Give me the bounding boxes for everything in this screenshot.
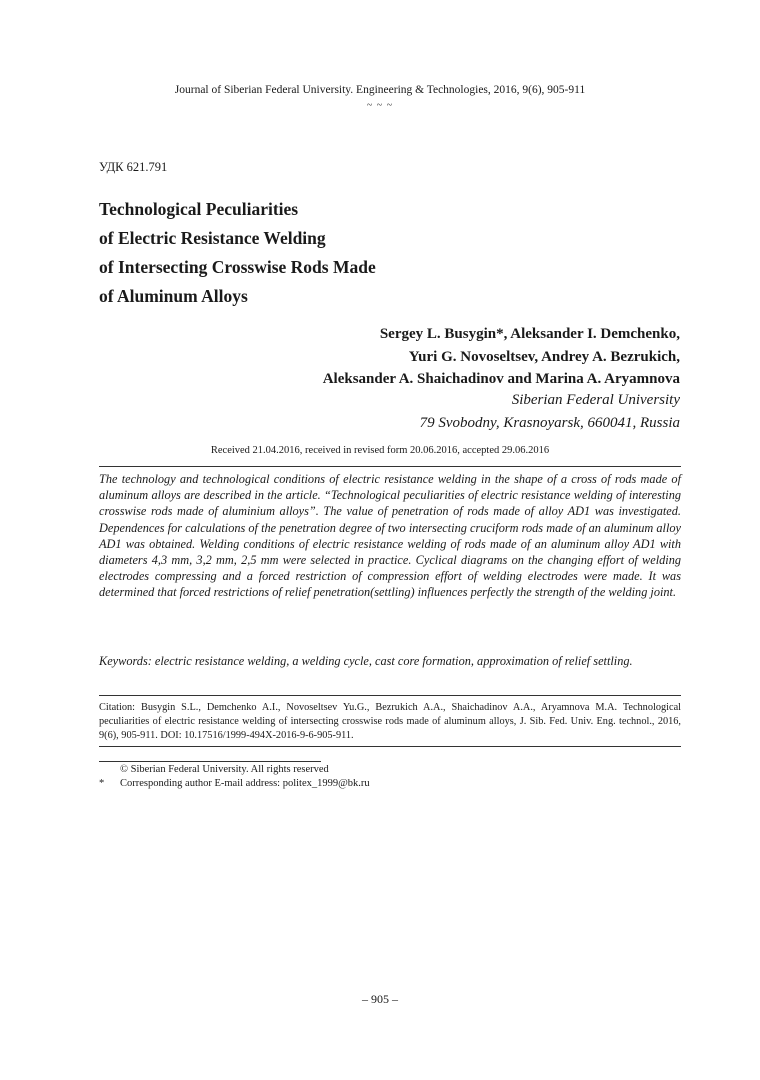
abstract: The technology and technological conditions of electric resistance welding in the shape of a cross of rods made of aluminum alloys are described in the article. “Technological peculiarities of electric resistance welding of interesting crosswise rods made of aluminium alloys”. The value of penetration of rods made of alloy AD1 was investigated. Dependences for calculations of the penetration degree of two intersecting cruciform rods made of an aluminum alloy AD1 was obtained. Welding conditions of electric resistance welding of rods made of an aluminum alloy AD1 with diameters 4,3 mm, 3,2 mm, 2,5 mm were selected in practice. Cyclical diagrams on the changing effort of welding electrodes compressing and a forced restriction of compression effort of welding electrodes were made. It was determined that forced restrictions of relief penetration(settling) influences perfectly the strength of the welding joint. [99,472,681,600]
affiliation-name: Siberian Federal University [511,392,680,408]
citation-top-rule [99,695,681,696]
author-line: Yuri G. Novoseltsev, Andrey A. Bezrukich, [408,348,680,365]
paper-title [99,195,519,311]
footnote-marker: * [99,778,105,789]
copyright-notice: © Siberian Federal University. All rights reserved [120,764,329,775]
keywords: Keywords: electric resistance welding, a welding cycle, cast core formation, approximation of relief settling. [99,654,633,668]
corresponding-email: Corresponding author E-mail address: politex_1999@bk.ru [120,778,370,789]
author-list [160,323,680,391]
abstract-top-rule [99,466,681,467]
title-line: of Intersecting Crosswise Rods Made [99,257,376,277]
corresponding-author [99,778,370,789]
title-line: of Electric Resistance Welding [99,228,326,248]
affiliation-address: 79 Svobodny, Krasnoyarsk, 660041, Russia [419,414,680,431]
footnote-rule [99,761,321,762]
udk-code: УДК 621.791 [99,160,168,174]
affiliation [160,389,680,434]
author-line: Aleksander A. Shaichadinov and Marina A. Aryamnova [322,371,680,387]
citation-bottom-rule [99,746,681,747]
title-line: of Aluminum Alloys [99,286,248,306]
header-separator: ~ ~ ~ [366,100,394,111]
journal-header: Journal of Siberian Federal University. Engineering & Technologies, 2016, 9(6), 905-911 [174,84,586,96]
page-number: – 905 – [362,992,398,1006]
author-line: Sergey L. Busygin*, Aleksander I. Demchenko, [379,326,680,342]
citation: Citation: Busygin S.L., Demchenko A.I., Novoseltsev Yu.G., Bezrukich A.A., Shaichadinov A.A., Aryamnova M.A. Technological peculiarities of electric resistance welding of intersecting crosswise rods made of aluminum alloys, J. Sib. Fed. Univ. Eng. technol., 2016, 9(6), 905-911. DOI: 10.17516/1999-494X-2016-9-6-905-911. [99,702,681,742]
title-line: Technological Peculiarities [99,199,299,219]
received-dates: Received 21.04.2016, received in revised form 20.06.2016, accepted 29.06.2016 [210,445,550,456]
